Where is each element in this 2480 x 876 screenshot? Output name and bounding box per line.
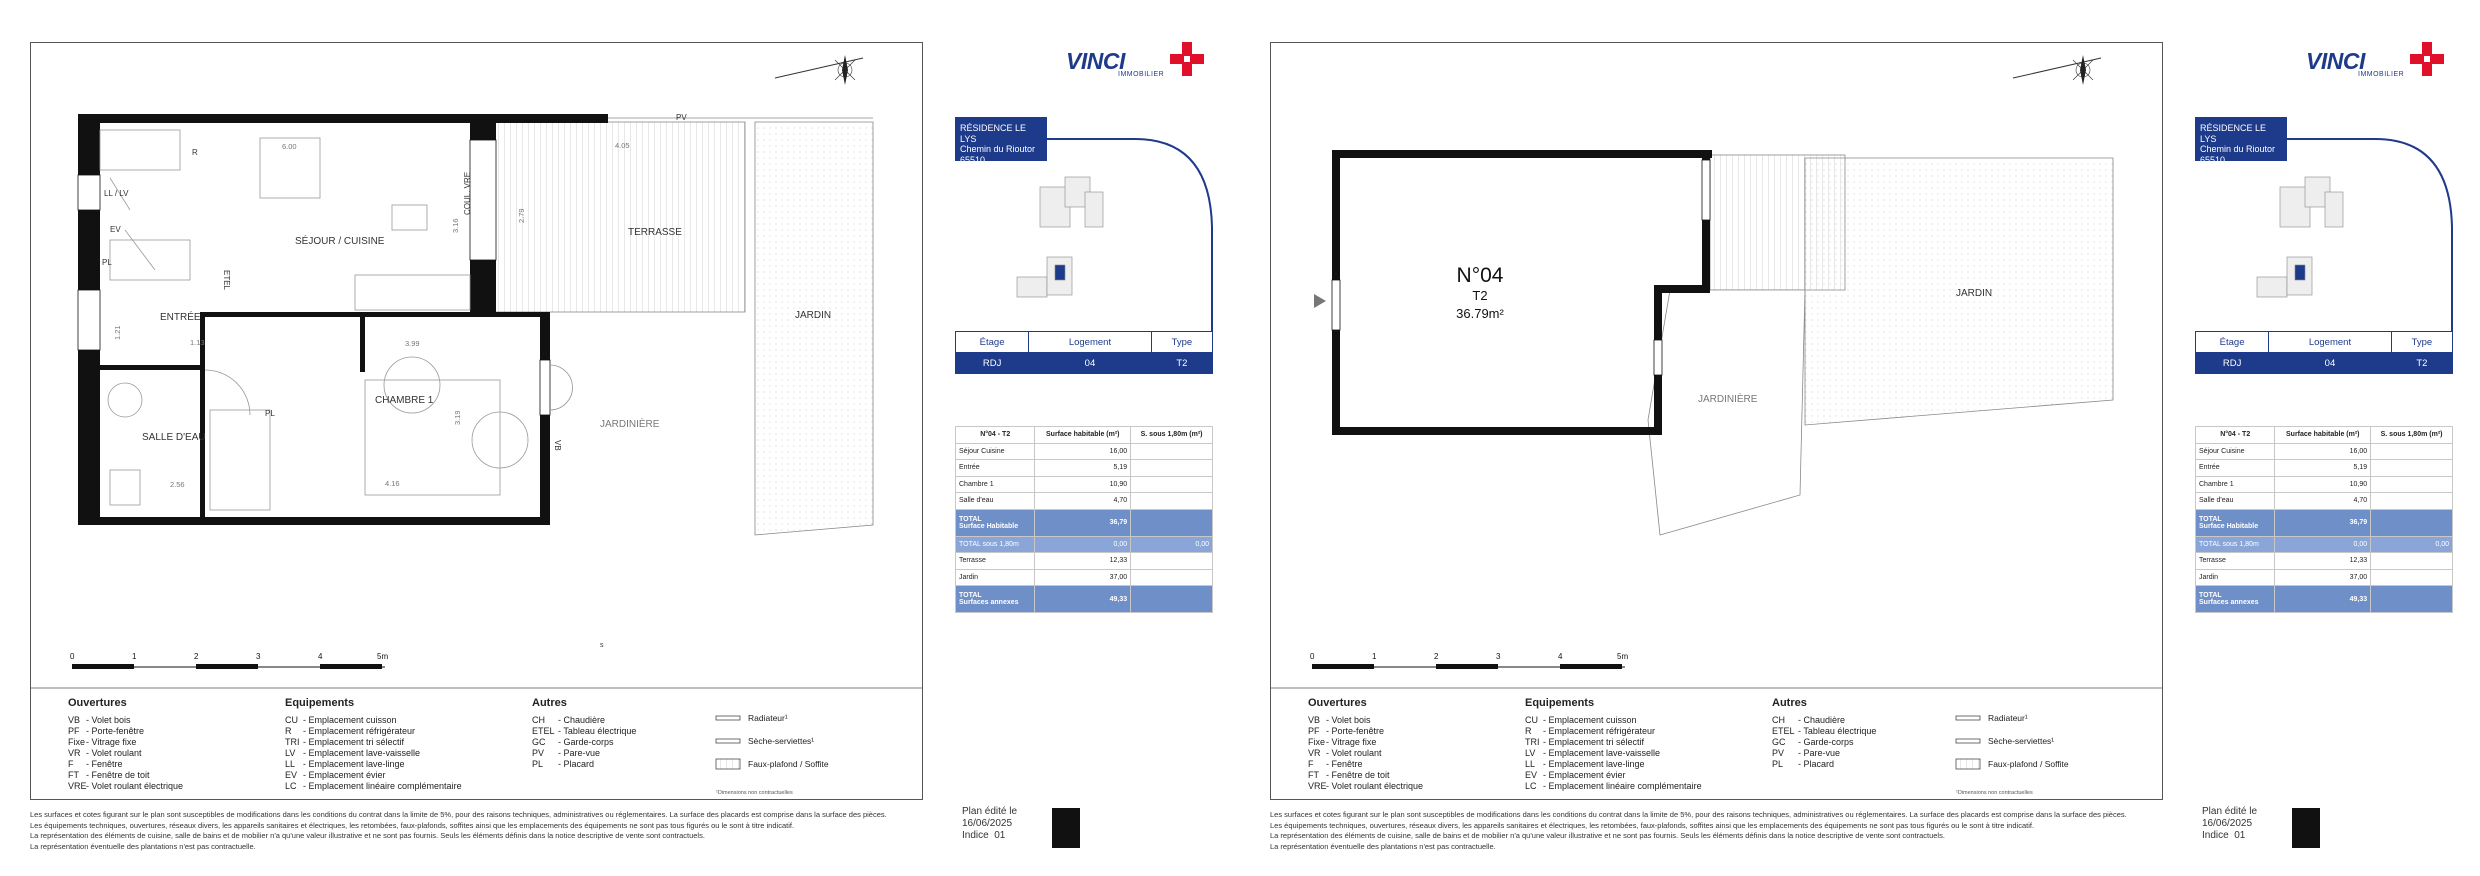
svg-text:¹Dimensions non contractuelles: ¹Dimensions non contractuelles [716,790,793,796]
code-lllv: LL / LV [104,189,129,198]
code-coul: COUL. VRE [463,171,472,215]
svg-text:1.21: 1.21 [113,325,122,340]
compass-icon [775,55,863,85]
svg-text:3.19: 3.19 [453,410,462,425]
svg-text:Radiateur¹: Radiateur¹ [1988,713,2028,723]
room-jardiniere: JARDINIÈRE [1698,394,1758,405]
legend-ouvertures: Ouvertures VB - Volet bois PF - Porte-fenêtre Fixe- Vitrage fixe VR - Volet roulant F - Fenêtre FT - Fenêtre de toit VRE- Volet roulant électrique [1308,697,1424,791]
room-terrasse: TERRASSE [628,227,682,238]
jardiniere-area [1648,290,1805,535]
code-pv: PV [676,113,687,122]
svg-text:4: 4 [1558,652,1563,661]
svg-text:4: 4 [318,652,323,661]
svg-text:Sèche-serviettes¹: Sèche-serviettes¹ [748,736,815,746]
garden-area [755,122,873,535]
unit-number: N°04 [1456,264,1504,287]
entrance-marker-icon [1314,294,1326,308]
code-pl1: PL [102,258,112,267]
vinci-logo: VINCI IMMOBILIER [2306,40,2446,84]
residence-card: RÉSIDENCE LE LYS Chemin du Rioutor 65510 LOUDENVIELLE [2195,117,2450,332]
legend-equipements: Equipements CU - Emplacement cuisson R - Emplacement réfrigérateur TRI - Emplacement tri sélectif LV - Emplacement lave-vaisselle LL - Emplacement lave-linge EV - Emplacement évier LC - Emplacement linéaire complémentaire [1525,697,1702,791]
compass-icon [2013,55,2101,85]
room-sejour: SÉJOUR / CUISINE [295,236,385,247]
disclaimer: Les surfaces et cotes figurant sur le plan sont susceptibles de modifications dans les conditions du contrat dans la limite de 5%, pour des raisons techniques, administratives ou réglementaires. La surface des placards est comprise dans la surface des pièces. Les équipements techniques, ouvertures, réseaux divers, les appareils sanitaires et électriques, les retombées, faux-plafonds, soffites ainsi que les emplacements des équipements ne sont pas tous figurés ou le sont à titre indicatif. La représentation des éléments de cuisine, salle de bains et de mobilier n'a qu'une valeur illustrative et ne sont pas fournis. Seuls les éléments définis dans la notice descriptive de vente sont contractuels. La représentation éventuelle des plantations n'est pas contractuelle. [30,810,887,851]
room-salle-deau: SALLE D'EAU [142,432,206,443]
radiator-icon [1956,716,1980,720]
svg-text:Radiateur¹: Radiateur¹ [748,713,788,723]
svg-text:2: 2 [194,652,199,661]
legend-symbols [1956,713,2069,796]
room-jardiniere: JARDINIÈRE [600,419,660,430]
svg-text:3.99: 3.99 [405,339,420,348]
surface-table: N°04 - T2 Surface habitable (m²) S. sous 1,80m (m²) Séjour Cuisine 16,00 Entrée 5,19 Chambre 1 10,90 Salle d'eau 4,70 TOTAL Surface Habitable 36,79 TOTAL sous 1,80m 0,00 0,00 Terrasse 12,33 Jardin 37,00 TOTAL Surfaces annexes 49,33 [2195,426,2453,613]
scale-bar [1310,652,1628,669]
room-chambre: CHAMBRE 1 [375,395,434,406]
svg-text:1: 1 [1372,652,1377,661]
towel-dryer-icon [1956,739,1980,743]
svg-text:5m: 5m [1617,652,1629,661]
code-r: R [192,148,198,157]
svg-text:5m: 5m [377,652,389,661]
edition-info: Plan édité le 16/06/2025 Indice 01 [2202,806,2258,841]
site-plan-thumbnail [1017,177,1103,297]
residence-card: RÉSIDENCE LE LYS Chemin du Rioutor 65510 LOUDENVIELLE [955,117,1210,332]
terrace-area [495,122,745,312]
svg-text:2.56: 2.56 [170,480,185,489]
svg-text:0: 0 [70,652,75,661]
legend-equipements: Equipements CU - Emplacement cuisson R - Emplacement réfrigérateur TRI - Emplacement tri sélectif LV - Emplacement lave-vaisselle LL - Emplacement lave-linge EV - Emplacement évier LC - Emplacement linéaire complémentaire [285,697,462,791]
legend-autres: Autres CH - Chaudière ETEL - Tableau électrique GC - Garde-corps PV - Pare-vue PL - Placard [1772,697,1877,769]
svg-text:3: 3 [256,652,261,661]
architect-logo [1052,808,1080,848]
svg-text:Faux-plafond / Soffite: Faux-plafond / Soffite [1988,759,2069,769]
svg-text:3: 3 [1496,652,1501,661]
site-plan-thumbnail [2257,177,2343,297]
svg-text:2: 2 [1434,652,1439,661]
unit-info-table: Étage Logement Type RDJ 04 T2 [955,331,1213,374]
legend-symbols [716,713,829,796]
unit-type: T2 [1472,288,1488,303]
svg-text:Faux-plafond / Soffite: Faux-plafond / Soffite [748,759,829,769]
legend-ouvertures: Ouvertures VB - Volet bois PF - Porte-fenêtre Fixe- Vitrage fixe VR - Volet roulant F - Fenêtre FT - Fenêtre de toit VRE- Volet roulant électrique [68,697,184,791]
svg-text:6.00: 6.00 [282,142,297,151]
room-entree: ENTRÉE [160,312,201,323]
svg-text:0: 0 [1310,652,1315,661]
scale-bar [70,652,388,669]
plan-dot-label: s [600,642,604,649]
unit-area: 36.79m² [1456,306,1504,321]
svg-text:¹Dimensions non contractuelles: ¹Dimensions non contractuelles [1956,790,2033,796]
code-vb: VB [553,440,562,451]
room-jardin: JARDIN [1956,288,1993,299]
svg-text:2.79: 2.79 [517,208,526,223]
code-pl2: PL [265,409,275,418]
svg-text:4.05: 4.05 [615,141,630,150]
svg-text:4.16: 4.16 [385,479,400,488]
surface-table: N°04 - T2 Surface habitable (m²) S. sous 1,80m (m²) Séjour Cuisine 16,00 Entrée 5,19 Chambre 1 10,90 Salle d'eau 4,70 TOTAL Surface Habitable 36,79 TOTAL sous 1,80m 0,00 0,00 Terrasse 12,33 Jardin 37,00 TOTAL Surfaces annexes 49,33 [955,426,1213,613]
vinci-logo: VINCI IMMOBILIER [1066,40,1206,84]
false-ceiling-icon [1956,759,1980,769]
architect-logo [2292,808,2320,848]
room-jardin: JARDIN [795,310,832,321]
svg-text:1: 1 [132,652,137,661]
svg-text:Sèche-serviettes¹: Sèche-serviettes¹ [1988,736,2055,746]
radiator-icon [716,716,740,720]
code-ev: EV [110,225,121,234]
false-ceiling-icon [716,759,740,769]
edition-info: Plan édité le 16/06/2025 Indice 01 [962,806,1018,841]
legend-autres: Autres CH - Chaudière ETEL - Tableau électrique GC - Garde-corps PV - Pare-vue PL - Placard [532,697,637,769]
svg-text:1.13: 1.13 [190,338,205,347]
code-etel: ETEL [222,270,231,291]
unit-walls [1332,150,1712,435]
svg-text:3.16: 3.16 [451,218,460,233]
unit-info-table: Étage Logement Type RDJ 04 T2 [2195,331,2453,374]
sheet-2 [1240,0,2480,876]
towel-dryer-icon [716,739,740,743]
disclaimer: Les surfaces et cotes figurant sur le plan sont susceptibles de modifications dans les conditions du contrat dans la limite de 5%, pour des raisons techniques, administratives ou réglementaires. La surface des placards est comprise dans la surface des pièces. Les équipements techniques, ouvertures, réseaux divers, les appareils sanitaires et électriques, les retombées, faux-plafonds, soffites ainsi que les emplacements des équipements ne sont pas tous figurés ou le sont à titre indicatif. La représentation des éléments de cuisine, salle de bains et de mobilier n'a qu'une valeur illustrative et ne sont pas fournis. Seuls les éléments définis dans la notice descriptive de vente sont contractuels. La représentation éventuelle des plantations n'est pas contractuelle. [1270,810,2127,851]
